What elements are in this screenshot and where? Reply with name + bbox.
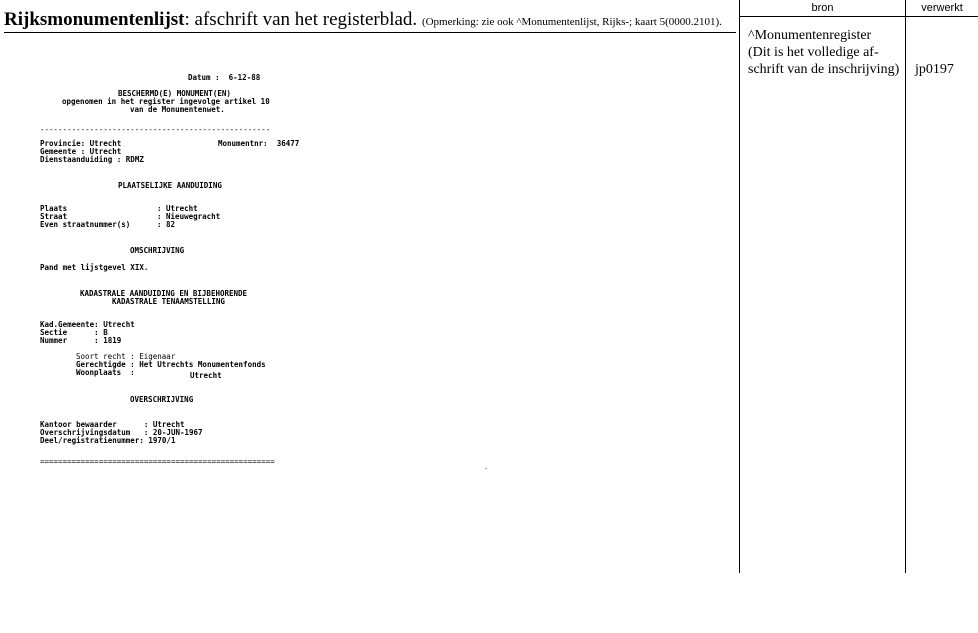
provincie: Provincie: Utrecht	[40, 139, 122, 148]
kad-gemeente: Kad.Gemeente: Utrecht	[40, 320, 135, 329]
monumentnr: Monumentnr: 36477	[218, 139, 300, 148]
even-straatnummer-value: : 82	[157, 220, 176, 229]
heading-line-2: opgenomen in het register ingevolge artikel 10	[62, 97, 270, 106]
column-divider-right	[905, 0, 906, 573]
verwerkt-entry: jp0197	[915, 62, 954, 77]
overschrijvingsdatum: Overschrijvingsdatum : 20-JUN-1967	[40, 428, 203, 437]
heading-line-1: BESCHERMD(E) MONUMENT(EN)	[118, 89, 231, 98]
heading-line-3: van de Monumentenwet.	[130, 105, 225, 114]
end-rule: ====================================================	[40, 457, 275, 466]
woonplaats-label: Woonplaats :	[76, 368, 135, 377]
nummer: Nummer : 1819	[40, 336, 122, 345]
bron-line-3: schrift van de inschrijving)	[748, 62, 900, 77]
omschrijving-title: OMSCHRIJVING	[130, 246, 185, 255]
omschrijving-text: Pand met lijstgevel XIX.	[40, 263, 149, 272]
deel-registratienummer: Deel/registratienummer: 1970/1	[40, 436, 176, 445]
sectie: Sectie : B	[40, 328, 108, 337]
bron-header: bron	[811, 2, 834, 14]
dienstaanduiding: Dienstaanduiding : RDMZ	[40, 155, 144, 164]
scan-speck	[485, 468, 487, 469]
title-rule	[4, 32, 736, 33]
kadastrale-title-1: KADASTRALE AANDUIDING EN BIJBEHORENDE	[80, 289, 248, 298]
gerechtigde: Gerechtigde : Het Utrechts Monumentenfonds	[76, 360, 266, 369]
kadastrale-title-2: KADASTRALE TENAAMSTELLING	[112, 297, 225, 306]
column-divider-left	[739, 0, 740, 573]
header-rule	[740, 16, 978, 17]
bron-line-1: ^Monumentenregister	[748, 28, 872, 43]
title-rest: : afschrift van het registerblad.	[184, 9, 418, 30]
gemeente: Gemeente : Utrecht	[40, 147, 122, 156]
plaats-label: Plaats	[40, 204, 68, 213]
bron-line-2: (Dit is het volledige af-	[748, 45, 879, 60]
divider-line: ---------------------------------------------------	[40, 125, 271, 134]
soort-recht: Soort recht : Eigenaar	[76, 352, 176, 361]
title-bold: Rijksmonumentenlijst	[4, 9, 185, 30]
plaatselijke-aanduiding-title: PLAATSELIJKE AANDUIDING	[118, 181, 222, 190]
verwerkt-header: verwerkt	[921, 2, 963, 14]
straat-label: Straat	[40, 212, 68, 221]
straat-value: : Nieuwegracht	[157, 212, 221, 221]
page-title	[4, 8, 722, 34]
kantoor-bewaarder: Kantoor bewaarder : Utrecht	[40, 420, 185, 429]
overschrijving-title: OVERSCHRIJVING	[130, 395, 194, 404]
title-note: (Opmerking: zie ook ^Monumentenlijst, Rijks-; kaart 5(0000.2101).	[421, 16, 722, 28]
plaats-value: : Utrecht	[157, 204, 198, 213]
datum: Datum : 6-12-88	[188, 73, 261, 82]
even-straatnummer-label: Even straatnummer(s)	[40, 220, 131, 229]
woonplaats-value: Utrecht	[190, 371, 222, 380]
bron-entry	[748, 27, 908, 78]
